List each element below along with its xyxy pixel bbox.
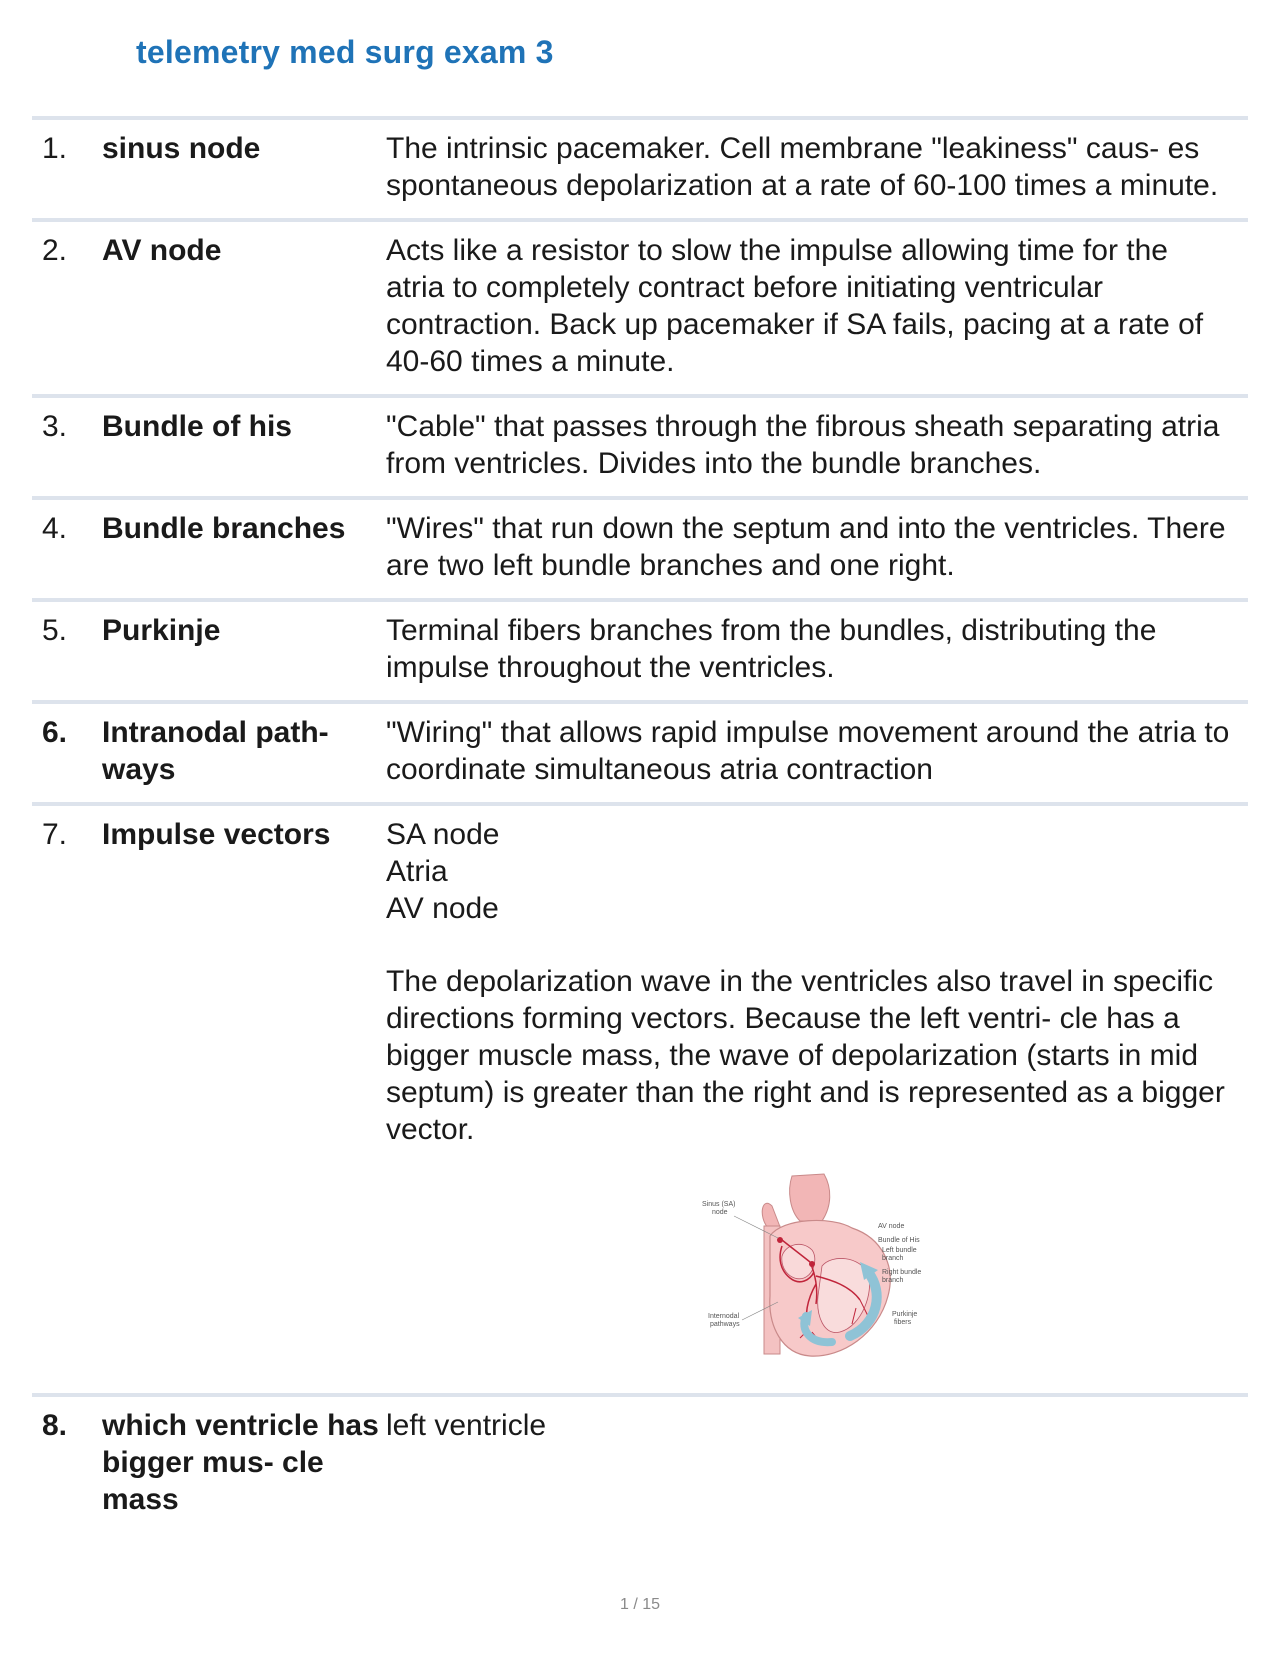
document-title: telemetry med surg exam 3 bbox=[136, 34, 554, 70]
card-definition: left ventricle bbox=[386, 1409, 547, 1442]
label-internodal-1: Internodal bbox=[708, 1313, 740, 1320]
flashcard-row bbox=[32, 218, 1248, 394]
card-definition: "Cable" that passes through the fibrous sheath separating atria from ventricles. Divides into the bundle branches. bbox=[386, 410, 1220, 480]
heart-conduction-diagram bbox=[682, 1166, 932, 1366]
card-term: Impulse vectors bbox=[102, 818, 331, 851]
card-term: Bundle branches bbox=[102, 512, 346, 545]
card-definition: The intrinsic pacemaker. Cell membrane "leakiness" caus- es spontaneous depolarization at a rate of 60-100 times a minute. bbox=[386, 132, 1219, 202]
card-term: which ventricle has bigger mus- cle mass bbox=[102, 1409, 379, 1516]
label-left-1: Left bundle bbox=[882, 1247, 917, 1254]
label-right-2: branch bbox=[882, 1277, 904, 1284]
flashcard-row bbox=[32, 394, 1248, 496]
card-term: sinus node bbox=[102, 132, 261, 165]
definition-paragraph: The depolarization wave in the ventricles also travel in specific directions forming vectors. Because the left ventri- cle has a bigger muscle mass, the wave of depolarization (starts in mid septum) is greater than the right and is represented as a bigger vector. bbox=[386, 965, 1225, 1146]
card-number: 6. bbox=[42, 716, 68, 749]
card-term: Intranodal path- ways bbox=[102, 716, 329, 786]
card-number: 5. bbox=[42, 614, 68, 647]
card-definition bbox=[386, 816, 1248, 1379]
card-term: AV node bbox=[102, 234, 222, 267]
flashcard-row bbox=[32, 802, 1248, 1393]
label-internodal-2: pathways bbox=[710, 1321, 740, 1328]
flashcard-row bbox=[32, 1393, 1248, 1532]
card-number: 7. bbox=[42, 818, 68, 851]
flashcard-row bbox=[32, 700, 1248, 802]
card-number: 2. bbox=[42, 234, 68, 267]
flashcard-row bbox=[32, 116, 1248, 218]
card-number: 1. bbox=[42, 132, 68, 165]
page-number: 1 / 15 bbox=[619, 1596, 661, 1613]
label-sinus: Sinus (SA) bbox=[702, 1201, 736, 1208]
label-purkinje-1: Purkinje bbox=[892, 1311, 918, 1318]
card-definition: Acts like a resistor to slow the impulse allowing time for the atria to completely contract before initiating ventricular contraction. Back up pacemaker if SA fails, pacing at a rate of 40-60 times a minute. bbox=[386, 234, 1204, 378]
label-his: Bundle of His bbox=[878, 1237, 920, 1244]
label-av-node: AV node bbox=[878, 1223, 905, 1230]
label-purkinje-2: fibers bbox=[894, 1319, 912, 1326]
label-right-1: Right bundle bbox=[882, 1269, 922, 1276]
card-definition: "Wires" that run down the septum and into the ventricles. There are two left bundle branches and one right. bbox=[386, 512, 1226, 582]
card-number: 3. bbox=[42, 410, 68, 443]
definition-line: Atria bbox=[386, 855, 448, 888]
flashcard-row bbox=[32, 496, 1248, 598]
card-number: 4. bbox=[42, 512, 68, 545]
card-term: Bundle of his bbox=[102, 410, 292, 443]
card-number: 8. bbox=[42, 1409, 68, 1442]
label-left-2: branch bbox=[882, 1255, 904, 1262]
card-definition: Terminal fibers branches from the bundles, distributing the impulse throughout the ventricles. bbox=[386, 614, 1157, 684]
definition-line: SA node bbox=[386, 818, 500, 851]
label-sinus-node: node bbox=[712, 1209, 728, 1216]
flashcard-list bbox=[32, 116, 1248, 1532]
flashcard-row bbox=[32, 598, 1248, 700]
definition-line: AV node bbox=[386, 892, 499, 925]
card-term: Purkinje bbox=[102, 614, 221, 647]
card-definition: "Wiring" that allows rapid impulse movement around the atria to coordinate simultaneous atria contraction bbox=[386, 716, 1230, 786]
